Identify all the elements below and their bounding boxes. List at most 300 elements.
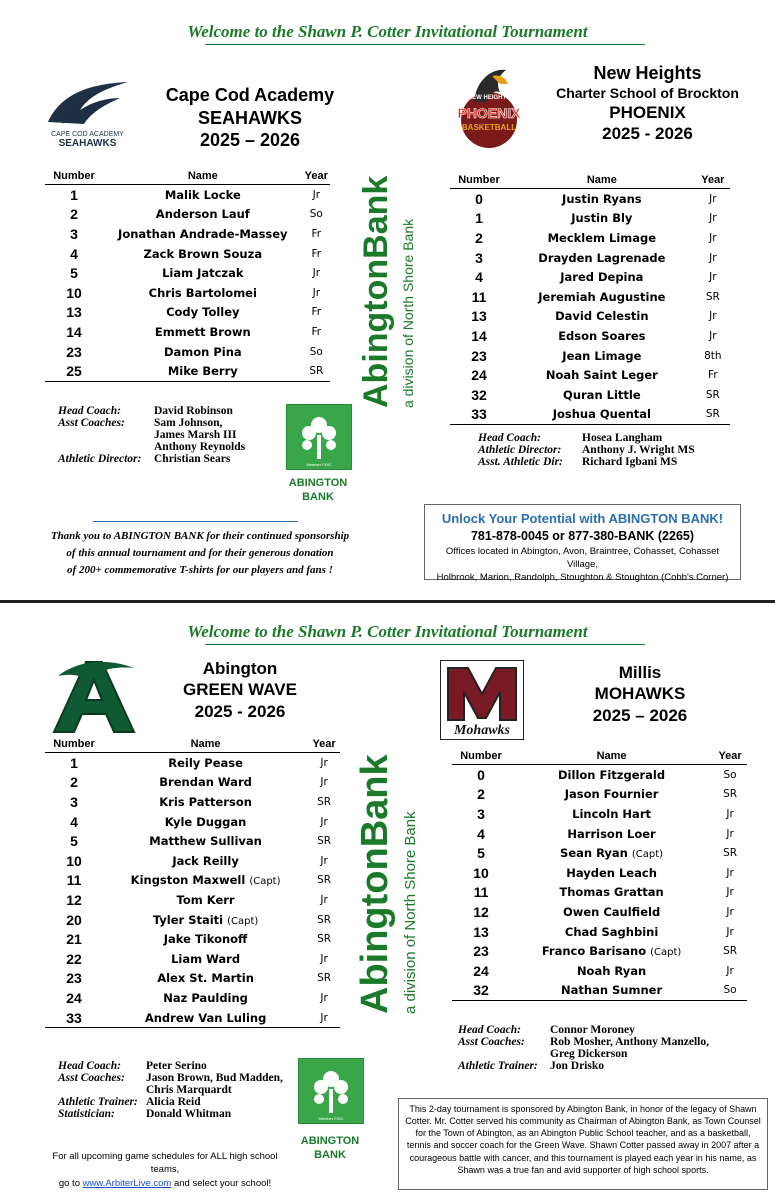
cape-cod-season: 2025 – 2026 [199,130,301,150]
player-name: Brendan Ward [159,775,252,790]
player-year: SR [317,913,332,926]
player-year: Jr [709,231,717,244]
player-name-cell [103,969,308,989]
bank-label [270,476,366,505]
table-row [45,361,330,381]
player-number: 2 [477,786,485,803]
table-row [45,792,340,812]
player-name-cell [508,248,696,268]
col-number: Number [452,750,510,765]
phoenix-icon [444,62,534,152]
player-name-cell [510,981,713,1001]
page-divider [0,600,775,603]
athletic-trainer-label: Athletic Trainer: [458,1060,538,1072]
player-number: 11 [66,872,82,889]
player-number: 11 [473,884,489,901]
player-number: 13 [66,304,82,321]
player-name: Jack Reilly [172,853,239,868]
table-row [45,205,330,225]
player-name-cell [103,244,303,264]
player-name: Jason Fournier [564,787,659,802]
banner-underline [205,644,645,645]
player-name: Tyler Staiti [152,912,224,927]
player-number: 4 [475,269,483,286]
ad-phones: 781-878-0045 or 877-380-BANK (2265) [470,529,695,543]
col-year: Year [713,750,747,765]
player-year: SR [317,795,332,808]
table-row [45,283,330,303]
player-number: 12 [473,903,489,920]
athletic-trainer-label: Athletic Trainer: [58,1096,138,1108]
player-name-cell [508,209,696,229]
schedule-note [40,1150,290,1190]
player-name: Edson Soares [558,328,646,343]
player-year: Fr [708,369,718,382]
new-heights-roster [450,174,730,425]
thanks-line [93,521,298,522]
player-name-cell [103,792,308,812]
player-name: Franco Barisano [541,944,647,959]
millis-title [540,662,740,726]
player-year: Fr [311,325,322,338]
millis-season: 2025 – 2026 [592,705,688,725]
player-name: David Celestin [555,309,649,324]
player-year: SR [723,945,738,958]
player-number: 14 [471,327,487,344]
player-number: 1 [475,210,483,227]
abington-title [150,658,330,722]
tree-caption: Member FDIC [318,1116,344,1121]
player-year: SR [317,874,332,887]
athletic-director-name: Anthony J. Wright MS [582,444,695,456]
player-year: SR [317,972,332,985]
millis-staff [458,1024,748,1072]
player-number: 32 [452,981,510,1001]
captain-tag: (Capt) [650,947,682,959]
table-row [452,981,747,1001]
player-name-cell [508,267,696,287]
table-row [45,988,340,1008]
thanks-line1: Thank you to ABINGTON BANK for their continued sponsorship [50,530,350,542]
bank-wordmark [345,176,435,416]
player-name-cell [103,773,308,793]
tournament-banner: Welcome to the Shawn P. Cotter Invitational Tournament [187,622,588,641]
asst-coach-1: Jason Brown, Bud Madden, [146,1072,283,1084]
nh-school-line2: Charter School of Brockton [556,84,739,101]
player-name-cell [510,922,713,942]
table-row [45,831,340,851]
player-name: Drayden Lagrenade [538,250,666,265]
player-year: Jr [709,310,717,323]
nh-school-line1: New Heights [593,63,702,83]
player-year: Fr [311,227,322,240]
player-name-cell [510,785,713,805]
statistician-name: Donald Whitman [146,1108,232,1120]
table-row [45,890,340,910]
player-year: Jr [709,251,717,264]
player-number: 21 [66,931,82,948]
new-heights-staff [478,432,738,468]
asst-coach-2: Greg Dickerson [550,1048,628,1060]
abington-school: Abington [202,659,278,678]
player-name: Andrew Van Luling [144,1010,267,1025]
table-row [452,961,747,981]
player-year: Jr [320,756,328,769]
player-name-cell [103,342,303,362]
player-year: Jr [709,271,717,284]
asst-coach-3: Anthony Reynolds [154,441,246,453]
player-name-cell [103,949,308,969]
player-name: Justin Bly [571,211,633,226]
player-year: SR [705,388,720,401]
nh-logo-text2: PHOENIX [457,105,521,121]
player-number: 32 [471,386,487,403]
abington-roster [45,738,340,1028]
green-wave-icon [48,656,140,738]
player-number: 23 [471,347,487,364]
table-row [45,322,330,342]
asst-coach-label: Asst Coaches: [58,1072,125,1084]
player-name: Jean Limage [562,348,642,363]
head-coach-label: Head Coach: [58,1060,121,1072]
bank-ad-box [424,504,741,583]
table-row [450,385,730,405]
table-row [452,785,747,805]
player-name: Mike Berry [167,364,238,379]
player-name: Jonathan Andrade-Massey [118,226,288,241]
table-row [452,824,747,844]
abington-mascot: GREEN WAVE [183,680,297,700]
col-year: Year [308,738,340,753]
player-name-cell [508,228,696,248]
table-row [45,969,340,989]
col-year: Year [696,174,730,189]
player-name: Noah Saint Leger [545,368,658,383]
table-row [45,224,330,244]
abington-logo [48,656,140,738]
tree-icon [299,1059,363,1123]
player-number: 13 [471,308,487,325]
player-year: Jr [726,925,734,938]
player-year: Jr [312,267,321,280]
player-name: Owen Caulfield [562,904,661,919]
table-row [450,189,730,209]
about-tournament-box: This 2-day tournament is sponsored by Abington Bank, in honor of the legacy of Shawn Cotter. Mr. Cotter served his community as Chairman of Abington Bank, as Town Counsel for the Town of Abington, as an Abington Public School teacher, and as a basketball, tennis and soccer coach for the Green Wave. Shawn Cotter passed away in 2007 after a courageous battle with cancer, and this tournament is played each year in his name, as Shawn was a true fan and avid supporter of high school sports. [398,1098,768,1190]
captain-tag: (Capt) [249,876,281,888]
player-name-cell [510,902,713,922]
bank-label-line2: BANK [314,1149,346,1162]
player-number: 33 [45,1008,103,1028]
table-row [450,287,730,307]
seahawk-icon [40,76,135,126]
player-number: 3 [70,793,78,810]
athletic-trainer-name: Jon Drisko [550,1060,604,1072]
player-name: Damon Pina [163,344,242,359]
player-name-cell [103,1008,308,1028]
player-year: SR [317,835,332,848]
player-name: Liam Jatczak [162,266,244,281]
player-name-cell [103,753,308,773]
player-number: 23 [473,943,489,960]
col-name: Name [103,170,303,185]
player-year: 8th [704,349,722,362]
abington-season: 2025 - 2026 [194,701,286,721]
head-coach-name: Hosea Langham [582,432,663,444]
captain-tag: (Capt) [631,849,664,861]
table-row [45,871,340,891]
player-year: Fr [311,247,322,260]
player-name: Kyle Duggan [164,814,247,829]
millis-mascot: MOHAWKS [594,684,686,704]
player-name: Sean Ryan [560,846,628,861]
player-name-cell [103,871,308,891]
table-row [452,883,747,903]
bank-label-line1: ABINGTON [300,1135,360,1147]
statistician-label: Statistician: [58,1108,115,1120]
player-year: Jr [320,854,328,867]
player-year: So [723,768,737,781]
player-name: Quran Little [563,387,641,402]
player-number: 5 [70,265,78,282]
player-name: Anderson Lauf [155,207,250,222]
thanks-line2: of this annual tournament and for their generous donation [66,547,334,560]
player-number: 0 [475,190,483,207]
table-row [452,804,747,824]
player-year: Fr [311,306,322,319]
schedule-line1: For all upcoming game schedules for ALL high school teams, [52,1151,278,1176]
player-number: 11 [471,288,487,305]
player-name: Chris Bartolomei [148,285,257,300]
player-year: Jr [320,893,328,906]
col-number: Number [45,170,103,185]
player-name: Tom Kerr [176,892,235,907]
bank-tree-logo [298,1058,364,1124]
table-row [450,346,730,366]
player-number: 12 [66,891,82,908]
asst-coach-2: Chris Marquardt [146,1084,232,1096]
player-name: Hayden Leach [566,865,657,880]
player-year: Jr [726,827,734,840]
player-name-cell [508,326,696,346]
millis-logo [440,660,524,740]
nh-logo-text3: BASKETBALL [461,123,517,132]
player-name-cell [103,303,303,323]
new-heights-title [540,62,755,145]
table-row [45,812,340,832]
player-number: 23 [66,970,82,987]
player-name: Emmett Brown [154,324,251,339]
asst-athletic-director-name: Richard Igbani MS [582,456,678,468]
ad-headline: Unlock Your Potential with ABINGTON BANK! [441,511,724,526]
table-row [452,922,747,942]
player-name-cell [103,831,308,851]
player-name: Jeremiah Augustine [538,289,666,304]
cape-cod-school: Cape Cod Academy [165,85,335,105]
player-number: 4 [477,825,485,842]
player-name: Justin Ryans [562,191,642,206]
player-year: Jr [709,329,717,342]
player-name: Cody Tolley [166,305,240,320]
player-year: Jr [709,192,717,205]
player-name-cell [510,961,713,981]
tournament-banner: Welcome to the Shawn P. Cotter Invitational Tournament [187,22,588,41]
player-name-cell [510,843,713,863]
player-name: Jared Depina [560,270,644,285]
player-name: Joshua Quental [552,407,651,422]
player-name-cell [103,205,303,225]
banner-underline [205,44,645,45]
head-coach-name: Peter Serino [146,1060,207,1072]
player-number: 1 [70,754,78,771]
table-row [450,405,730,425]
bank-label [282,1134,378,1163]
player-year: Jr [320,952,328,965]
player-name-cell [508,365,696,385]
athletic-trainer-name: Alicia Reid [146,1096,201,1108]
player-year: SR [723,847,738,860]
player-name-cell [103,812,308,832]
player-name: Malik Locke [164,187,241,202]
tree-icon [287,405,351,469]
asst-coach-label: Asst Coaches: [58,417,125,429]
player-number: 14 [66,323,82,340]
player-number: 10 [473,864,489,881]
player-name-cell [103,988,308,1008]
bank-name-vertical: AbingtonBank [354,754,396,1014]
player-number: 3 [70,225,78,242]
player-name: Chad Saghbini [564,924,659,939]
player-number: 3 [475,249,483,266]
player-name: Thomas Grattan [559,885,664,900]
table-row [45,910,340,930]
player-year: SR [317,933,332,946]
player-year: Jr [320,776,328,789]
bottom-panel [0,604,775,1200]
table-row [450,326,730,346]
player-name-cell [103,929,308,949]
ad-offices-line1: Offices located in Abington, Avon, Braintree, Cohasset, Cohasset Village, [445,546,720,570]
player-name-cell [508,385,696,405]
table-row [452,863,747,883]
player-number: 2 [475,229,483,246]
captain-tag: (Capt) [227,915,259,927]
player-year: Jr [726,866,734,879]
player-number: 4 [70,813,78,830]
bank-wordmark [345,752,435,1022]
player-name: Noah Ryan [576,963,647,978]
player-year: Jr [312,188,321,201]
bank-tagline-vertical: a division of North Shore Bank [402,811,419,1014]
cape-cod-logo-text2: SEAHAWKS [58,138,117,149]
thanks-line3: of 200+ commemorative T-shirts for our players and fans ! [67,564,333,577]
table-row [452,902,747,922]
arbiterlive-link[interactable]: www.ArbiterLive.com [82,1177,172,1189]
player-number: 2 [70,774,78,791]
player-name-cell [510,804,713,824]
player-year: So [713,981,747,1001]
athletic-director-label: Athletic Director: [478,444,562,456]
table-row [45,949,340,969]
cape-cod-logo [40,76,135,148]
table-row [45,263,330,283]
player-number: 1 [70,186,78,203]
player-number: 2 [70,206,78,223]
ad-offices [425,546,740,584]
table-row [452,765,747,785]
player-name-cell [103,910,308,930]
player-number: 10 [66,284,82,301]
player-name-cell [508,307,696,327]
table-row [45,929,340,949]
nh-season: 2025 - 2026 [602,124,693,144]
col-number: Number [450,174,508,189]
schedule-line2 [40,1177,290,1190]
player-name-cell [103,361,303,381]
player-year: Jr [726,964,734,977]
player-number: 4 [70,245,78,262]
player-number: 5 [477,845,485,862]
player-year: SR [705,290,720,303]
player-name-cell [103,224,303,244]
player-name-cell [510,824,713,844]
schedule-pre: go to [58,1177,83,1189]
player-year: Jr [312,286,321,299]
player-number: 33 [450,405,508,425]
cape-cod-title [140,84,360,152]
player-number: 3 [477,805,485,822]
player-number: 24 [473,962,489,979]
head-coach-label: Head Coach: [58,405,121,417]
table-row [45,773,340,793]
player-name-cell [103,890,308,910]
player-name-cell [103,283,303,303]
player-number: 24 [66,989,82,1006]
player-name: Dillon Fitzgerald [558,767,666,782]
table-row [45,303,330,323]
col-name: Name [508,174,696,189]
player-name: Naz Paulding [163,990,248,1005]
table-row [45,185,330,205]
asst-athletic-director-label: Asst. Athletic Dir: [478,456,563,468]
player-name: Alex St. Martin [157,971,254,986]
table-row [452,843,747,863]
player-name: Lincoln Hart [572,806,651,821]
nh-mascot: PHOENIX [609,103,686,122]
player-year: Jr [726,886,734,899]
player-year: SR [696,405,730,425]
head-coach-label: Head Coach: [458,1024,521,1036]
head-coach-name: David Robinson [154,405,233,417]
player-name: Zack Brown Souza [143,246,263,261]
player-year: So [309,345,323,358]
asst-coach-label: Asst Coaches: [458,1036,525,1048]
table-row [450,228,730,248]
player-number: 20 [66,911,82,928]
table-row [450,209,730,229]
bank-label-line2: BANK [302,491,334,504]
player-name-cell [103,263,303,283]
bank-vertical-logo [345,176,435,436]
table-row [452,941,747,961]
head-coach-label: Head Coach: [478,432,541,444]
player-number: 25 [45,361,103,381]
player-number: 0 [477,766,485,783]
bank-tagline-vertical: a division of North Shore Bank [400,218,416,408]
col-number: Number [45,738,103,753]
player-name: Kris Patterson [159,794,252,809]
player-name-cell [508,189,696,209]
millis-roster [452,750,747,1001]
